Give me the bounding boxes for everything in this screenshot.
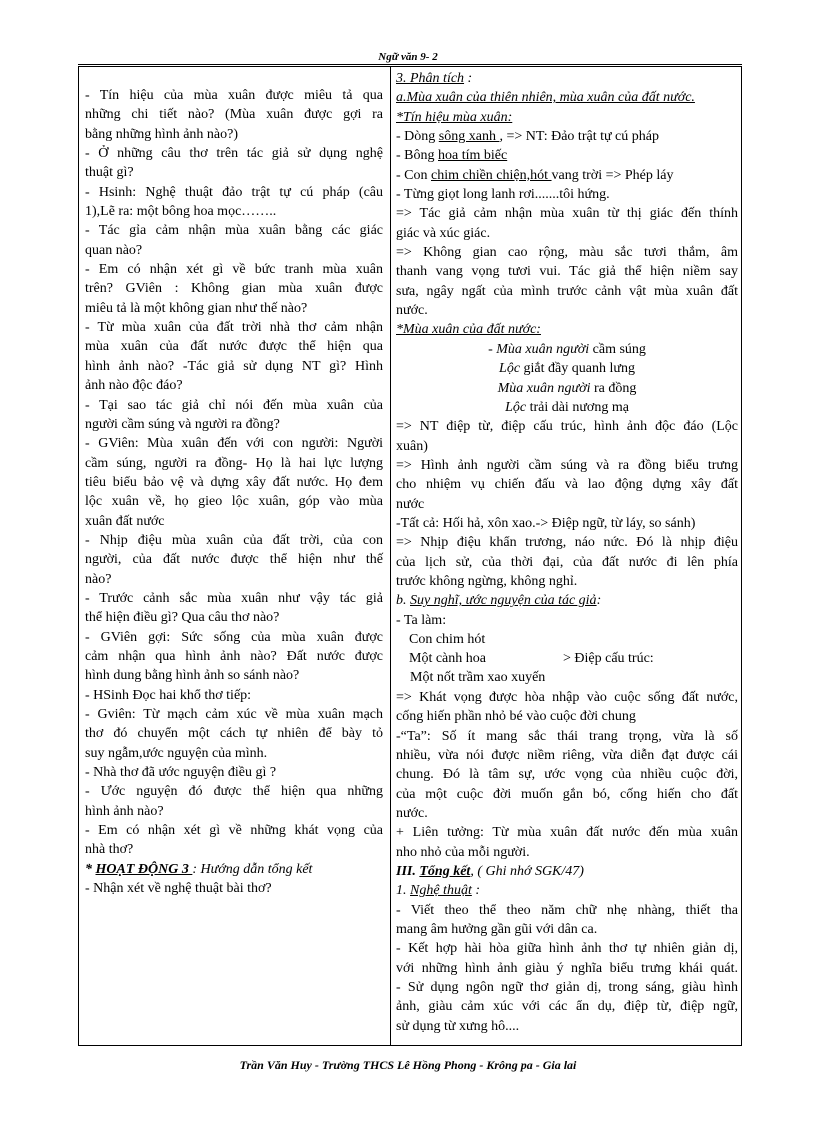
question-line: xuân đất nước xyxy=(85,513,165,529)
art-title: Nghệ thuật xyxy=(410,883,472,899)
analysis-line: thanh vang vọng tươi vui. Tác giả thể hiện niềm say xyxy=(396,264,738,280)
analysis-line: - Ta làm: xyxy=(396,612,447,628)
analysis-line: giác và xúc giác. xyxy=(396,225,491,241)
question-line: nào? xyxy=(85,571,112,587)
summary-title: Tổng kết xyxy=(419,864,471,880)
question-line: trên? GViên : Không gian mùa xuân được xyxy=(85,281,383,297)
analysis-line: => Khát vọng được hòa nhập vào cuộc sống đất nước, xyxy=(396,689,738,705)
question-line: - Hsinh: Nghệ thuật đảo trật tự cú pháp (câu xyxy=(85,184,383,200)
datnuoc-heading: *Mùa xuân của đất nước: xyxy=(396,322,541,338)
question-line: - GViên gợi: Sức sống của mùa xuân được xyxy=(85,629,383,645)
analysis-line xyxy=(396,146,738,165)
text-span: - Con xyxy=(396,167,431,183)
header-rule xyxy=(78,64,742,65)
question-line: - HSinh Đọc hai khổ thơ tiếp: xyxy=(85,687,252,703)
analysis-line: - Từng giọt long lanh rơi.......tôi hứng. xyxy=(396,187,610,203)
verse-text: giắt đầy quanh lưng xyxy=(520,361,635,377)
analysis-line: => Hình ảnh người cầm súng và ra đồng biểu trưng xyxy=(396,457,738,473)
question-line: - Tại sao tác giả chỉ nói đến mùa xuân của xyxy=(85,397,383,413)
lesson-table xyxy=(78,66,742,1046)
analysis-line xyxy=(396,166,738,185)
analysis-line: ảnh, giàu cảm xúc với các ẩn dụ, điệp từ, điệp ngữ, xyxy=(396,999,738,1015)
verse-italic: Lộc xyxy=(499,361,521,377)
analysis-line: + Liên tưởng: Từ mùa xuân đất nước đến mùa xuân xyxy=(396,825,738,841)
text-span: : xyxy=(471,883,481,899)
question-line: - Nhịp điệu mùa xuân của đất trời, của con xyxy=(85,532,383,548)
text-span: - Bông xyxy=(396,148,438,164)
summary-heading xyxy=(396,862,738,881)
question-line: ảnh nào độc đáo? xyxy=(85,378,183,394)
activity-heading xyxy=(85,860,383,879)
section-3-colon: : xyxy=(464,71,473,86)
section-3-heading xyxy=(396,69,738,88)
question-line: quan nào? xyxy=(85,242,143,258)
poem-line: Con chim hót xyxy=(409,631,486,647)
text-span: : xyxy=(596,593,602,609)
analysis-line: - Kết hợp hài hòa giữa hình ảnh thơ tự nhiên giản dị, xyxy=(396,941,738,957)
analysis-line: với những hình ảnh giàu ý nghĩa biểu trưng khái quát. xyxy=(396,960,738,976)
analysis-line: của lịch sử, của thời đại, của đất nước đi lên phía xyxy=(396,554,738,570)
analysis-line: sử dụng từ xưng hô.... xyxy=(396,1018,520,1034)
verse-line xyxy=(396,340,738,359)
analysis-line: - Viết theo thể theo năm chữ nhẹ nhàng, thiết tha xyxy=(396,902,738,918)
summary-note: , ( Ghi nhớ SGK/47) xyxy=(470,864,584,880)
analysis-line: - Sử dụng ngôn ngữ thơ giản dị, trong sáng, giàu hình xyxy=(396,980,738,996)
analysis-line: => NT điệp từ, điệp cấu trúc, hình ảnh độc đáo (Lộc xyxy=(396,419,738,435)
question-line: miêu tả là một không gian như thế nào? xyxy=(85,300,308,316)
analysis-line: mang âm hưởng gần gũi với dân ca. xyxy=(396,922,598,938)
left-last-line: - Nhận xét về nghệ thuật bài thơ? xyxy=(85,881,272,897)
left-column xyxy=(79,67,391,1045)
activity-text: : Hướng dẫn tổng kết xyxy=(192,861,313,877)
text-span: - Dòng xyxy=(396,129,439,145)
question-line: cầm súng, người ra đồng- Họ là hai lực lượng xyxy=(85,455,383,471)
text-span: vang trời => Phép láy xyxy=(551,167,674,183)
question-line: hình dung bằng hình ảnh so sánh nào? xyxy=(85,668,300,684)
text-span: III. xyxy=(396,864,420,880)
verse-text: ra đồng xyxy=(590,380,637,396)
question-line: những chi tiết nào? (Mùa xuân được gợi ra xyxy=(85,107,383,123)
analysis-line: nho nhỏ của mỗi người. xyxy=(396,844,530,860)
analysis-line: -“Ta”: Số ít mang sắc thái trang trọng, vừa là số xyxy=(396,728,738,744)
verse-text: trải dài nương mạ xyxy=(526,399,629,415)
question-line: - Ở những câu thơ trên tác giả sử dụng nghệ xyxy=(85,146,383,162)
section-b-heading xyxy=(396,591,738,610)
analysis-line: trước không ngừng, không nghỉ. xyxy=(396,573,578,589)
analysis-line: của một cuộc đời muốn gắn bó, cống hiến cho đất xyxy=(396,786,738,802)
section-b-title: Suy nghĩ, ước nguyện của tác giả xyxy=(410,593,597,609)
text-span: , => NT: Đảo trật tự cú pháp xyxy=(499,129,659,145)
question-line: - Nhà thơ đã ước nguyện điều gì ? xyxy=(85,765,277,781)
activity-label: HOẠT ĐỘNG 3 xyxy=(95,861,193,877)
poem-annotation: > Điệp cấu trúc: xyxy=(563,650,654,666)
verse-line xyxy=(396,398,738,417)
verse-text: cầm súng xyxy=(589,341,646,357)
art-heading xyxy=(396,881,738,900)
analysis-line: nhiều, vừa nói được niềm riêng, vừa diễn đạt được cái xyxy=(396,748,738,763)
underlined-phrase: chim chiền chiện,hót xyxy=(431,167,552,183)
question-line: - GViên: Mùa xuân đến với con người: Người xyxy=(85,436,383,452)
analysis-line: -Tất cả: Hối hả, xôn xao.-> Điệp ngữ, từ láy, so sánh) xyxy=(396,515,696,531)
question-line: - Em có nhận xét gì về bức tranh mùa xuân xyxy=(85,262,383,278)
question-line: lộc xuân về, họ gieo lộc xuân, góp vào mùa xyxy=(85,494,383,510)
question-line: hình ảnh nào? xyxy=(85,803,164,819)
analysis-line: nước. xyxy=(396,806,428,822)
question-line: bằng những hình ảnh nào?) xyxy=(85,126,238,142)
verse-line xyxy=(396,379,738,398)
section-a-heading: a.Mùa xuân của thiên nhiên, mùa xuân của đất nước. xyxy=(396,90,695,106)
analysis-line: => Tác giả cảm nhận mùa xuân từ thị giác đến thính xyxy=(396,206,738,222)
question-line: tiêu biểu bảo vệ và dựng xây đất nước. Họ đem xyxy=(85,474,383,490)
question-line: người, của đất nước được thể hiện như thế xyxy=(85,552,383,568)
underlined-phrase: hoa tím biếc xyxy=(438,148,508,164)
analysis-line: cống hiến phần nhỏ bé vào cuộc đời chung xyxy=(396,709,636,725)
section-3-title: 3. Phân tích xyxy=(396,71,465,86)
question-line: - Từ mùa xuân của đất trời nhà thơ cảm nhận xyxy=(85,320,383,336)
verse-line xyxy=(396,359,738,378)
question-line: thơ đó chuyển một cách tự nhiên để bày tỏ xyxy=(85,726,383,742)
underlined-phrase: sông xanh xyxy=(438,129,500,145)
analysis-line: nước xyxy=(396,496,425,512)
analysis-line: xuân) xyxy=(396,438,428,454)
page-footer: Trần Văn Huy - Trường THCS Lê Hồng Phong - Krông pa - Gia lai xyxy=(239,1058,577,1072)
question-line: hình ảnh nào? -Tác giả sử dụng NT gì? Hình xyxy=(85,358,383,374)
right-column xyxy=(391,67,741,1045)
question-line: - Tác gỉa cảm nhận mùa xuân bằng các giác xyxy=(85,223,383,239)
analysis-line: cho nhiệm vụ chiến đấu và lao động dựng xây đất xyxy=(396,477,738,493)
question-line: người cầm súng và người ra đồng? xyxy=(85,416,280,432)
poem-line: Một cành hoa xyxy=(409,650,486,666)
question-line: nhà thơ? xyxy=(85,842,134,858)
question-line: cảm nhận qua hình ảnh nào? Đất nước được xyxy=(85,648,383,664)
left-question-list xyxy=(85,86,383,860)
poem-block xyxy=(396,630,738,688)
text-span: 1. xyxy=(396,883,410,899)
question-line: thể hiện điều gì? Qua câu thơ nào? xyxy=(85,610,280,626)
question-line: - Tín hiệu của mùa xuân được miêu tả qua xyxy=(85,88,383,103)
question-line: suy ngẫm,ước nguyện của mình. xyxy=(85,745,268,761)
tinhieu-heading: *Tín hiệu mùa xuân: xyxy=(396,109,513,125)
analysis-line: sưa, ngây ngất của mình trước cảnh vật mùa xuân đất xyxy=(396,283,738,299)
verse-italic: Mùa xuân người xyxy=(497,380,591,396)
verse-italic: Lộc xyxy=(505,399,527,415)
analysis-line: chung. Đó là tâm sự, ước vọng của nhiều cuộc đời, xyxy=(396,767,738,783)
analysis-line: nước. xyxy=(396,303,428,319)
question-line: - Ước nguyện đó được thể hiện qua những xyxy=(85,784,383,800)
text-span: b. xyxy=(396,593,410,609)
poem-line: Một nốt trầm xao xuyến xyxy=(410,669,546,685)
question-line: 1),Lẽ ra: một bông hoa mọc…….. xyxy=(85,204,277,220)
question-line: - Gviên: Từ mạch cảm xúc về mùa xuân mạch xyxy=(85,707,383,722)
analysis-line: => Không gian cao rộng, màu sắc tươi thắm, âm xyxy=(396,245,738,261)
question-line: - Trước cảnh sắc mùa xuân như vậy tác giả xyxy=(85,590,383,606)
activity-prefix: * xyxy=(85,861,96,877)
page-header: Ngữ văn 9- 2 xyxy=(378,51,438,63)
question-line: mùa xuân của đất nước được thể hiện qua xyxy=(85,339,383,355)
analysis-line: => Nhịp điệu khẩn trương, náo nức. Đó là nhịp điệu xyxy=(396,535,738,551)
question-line: thuật gì? xyxy=(85,165,134,181)
verse-italic: - Mùa xuân người xyxy=(488,341,590,357)
question-line: - Em có nhận xét gì về những khát vọng của xyxy=(85,823,383,839)
analysis-line xyxy=(396,127,738,146)
